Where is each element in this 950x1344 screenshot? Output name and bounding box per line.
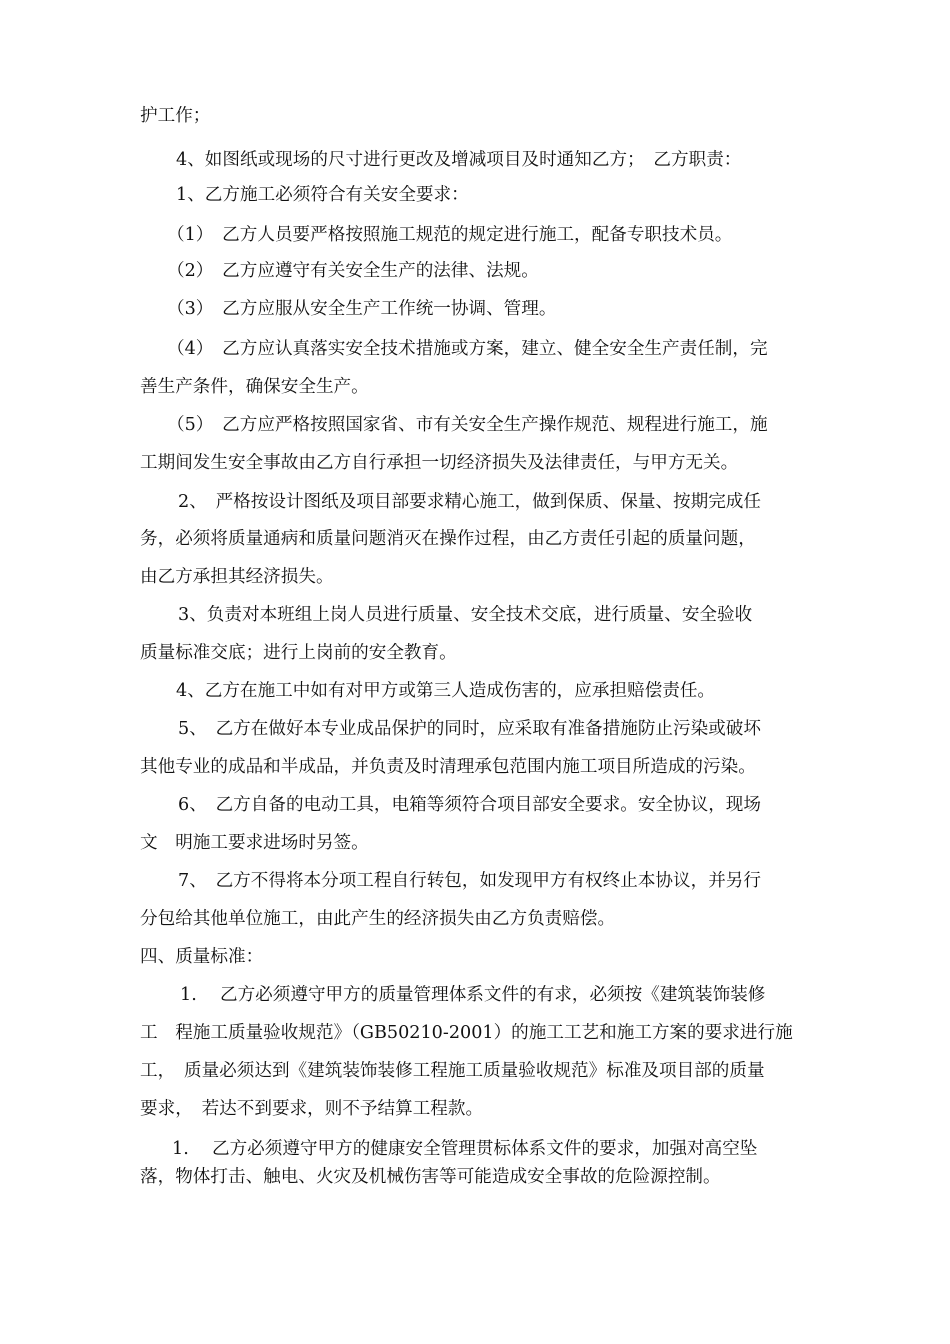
text-line: 工， 质量必须达到《建筑装饰装修工程施工质量验收规范》标准及项目部的质量 [140,1061,765,1081]
text-line: （5） 乙方应严格按照国家省、市有关安全生产操作规范、规程进行施工，施 [167,415,768,435]
text-line: （1） 乙方人员要严格按照施工规范的规定进行施工，配备专职技术员。 [167,225,733,245]
text-line: 务，必须将质量通病和质量问题消灭在操作过程，由乙方责任引起的质量问题， [140,529,756,549]
text-line: （2） 乙方应遵守有关安全生产的法律、法规。 [167,261,539,281]
text-line: 1. 乙方必须遵守甲方的质量管理体系文件的有求，必须按《建筑装饰装修 [180,985,766,1005]
text-line: 文 明施工要求进场时另签。 [140,833,369,853]
text-line: 要求， 若达不到要求，则不予结算工程款。 [140,1099,484,1119]
text-line: 1、乙方施工必须符合有关安全要求： [176,185,469,205]
text-line: 其他专业的成品和半成品，并负责及时清理承包范围内施工项目所造成的污染。 [140,757,756,777]
text-line: 3、负责对本班组上岗人员进行质量、安全技术交底，进行质量、安全验收 [178,605,753,625]
text-line: 4、如图纸或现场的尺寸进行更改及增减项目及时通知乙方； 乙方职责： [176,150,742,170]
text-line: 2、 严格按设计图纸及项目部要求精心施工，做到保质、保量、按期完成任 [178,492,761,512]
text-line: 工期间发生安全事故由乙方自行承担一切经济损失及法律责任，与甲方无关。 [140,453,739,473]
text-line: 4、乙方在施工中如有对甲方或第三人造成伤害的，应承担赔偿责任。 [176,681,716,701]
text-line: 落，物体打击、触电、火灾及机械伤害等可能造成安全事故的危险源控制。 [140,1167,721,1187]
text-line: 7、 乙方不得将本分项工程自行转包，如发现甲方有权终止本协议，并另行 [178,871,761,891]
text-line: 护工作； [140,106,211,126]
text-line: 分包给其他单位施工，由此产生的经济损失由乙方负责赔偿。 [140,909,616,929]
text-line: 工 程施工质量验收规范》（GB50210-2001）的施工工艺和施工方案的要求进行施 [140,1023,793,1043]
text-line: 5、 乙方在做好本专业成品保护的同时，应采取有准备措施防止污染或破坏 [178,719,761,739]
text-line: （3） 乙方应服从安全生产工作统一协调、管理。 [167,299,557,319]
text-line: 6、 乙方自备的电动工具，电箱等须符合项目部安全要求。安全协议，现场 [178,795,761,815]
text-line: 1. 乙方必须遵守甲方的健康安全管理贯标体系文件的要求，加强对高空坠 [172,1139,758,1159]
text-line: 善生产条件，确保安全生产。 [140,377,369,397]
text-line: （4） 乙方应认真落实安全技术措施或方案，建立、健全安全生产责任制，完 [167,339,768,359]
section-heading: 四、质量标准： [140,947,264,967]
text-line: 由乙方承担其经济损失。 [140,567,334,587]
text-line: 质量标准交底；进行上岗前的安全教育。 [140,643,457,663]
